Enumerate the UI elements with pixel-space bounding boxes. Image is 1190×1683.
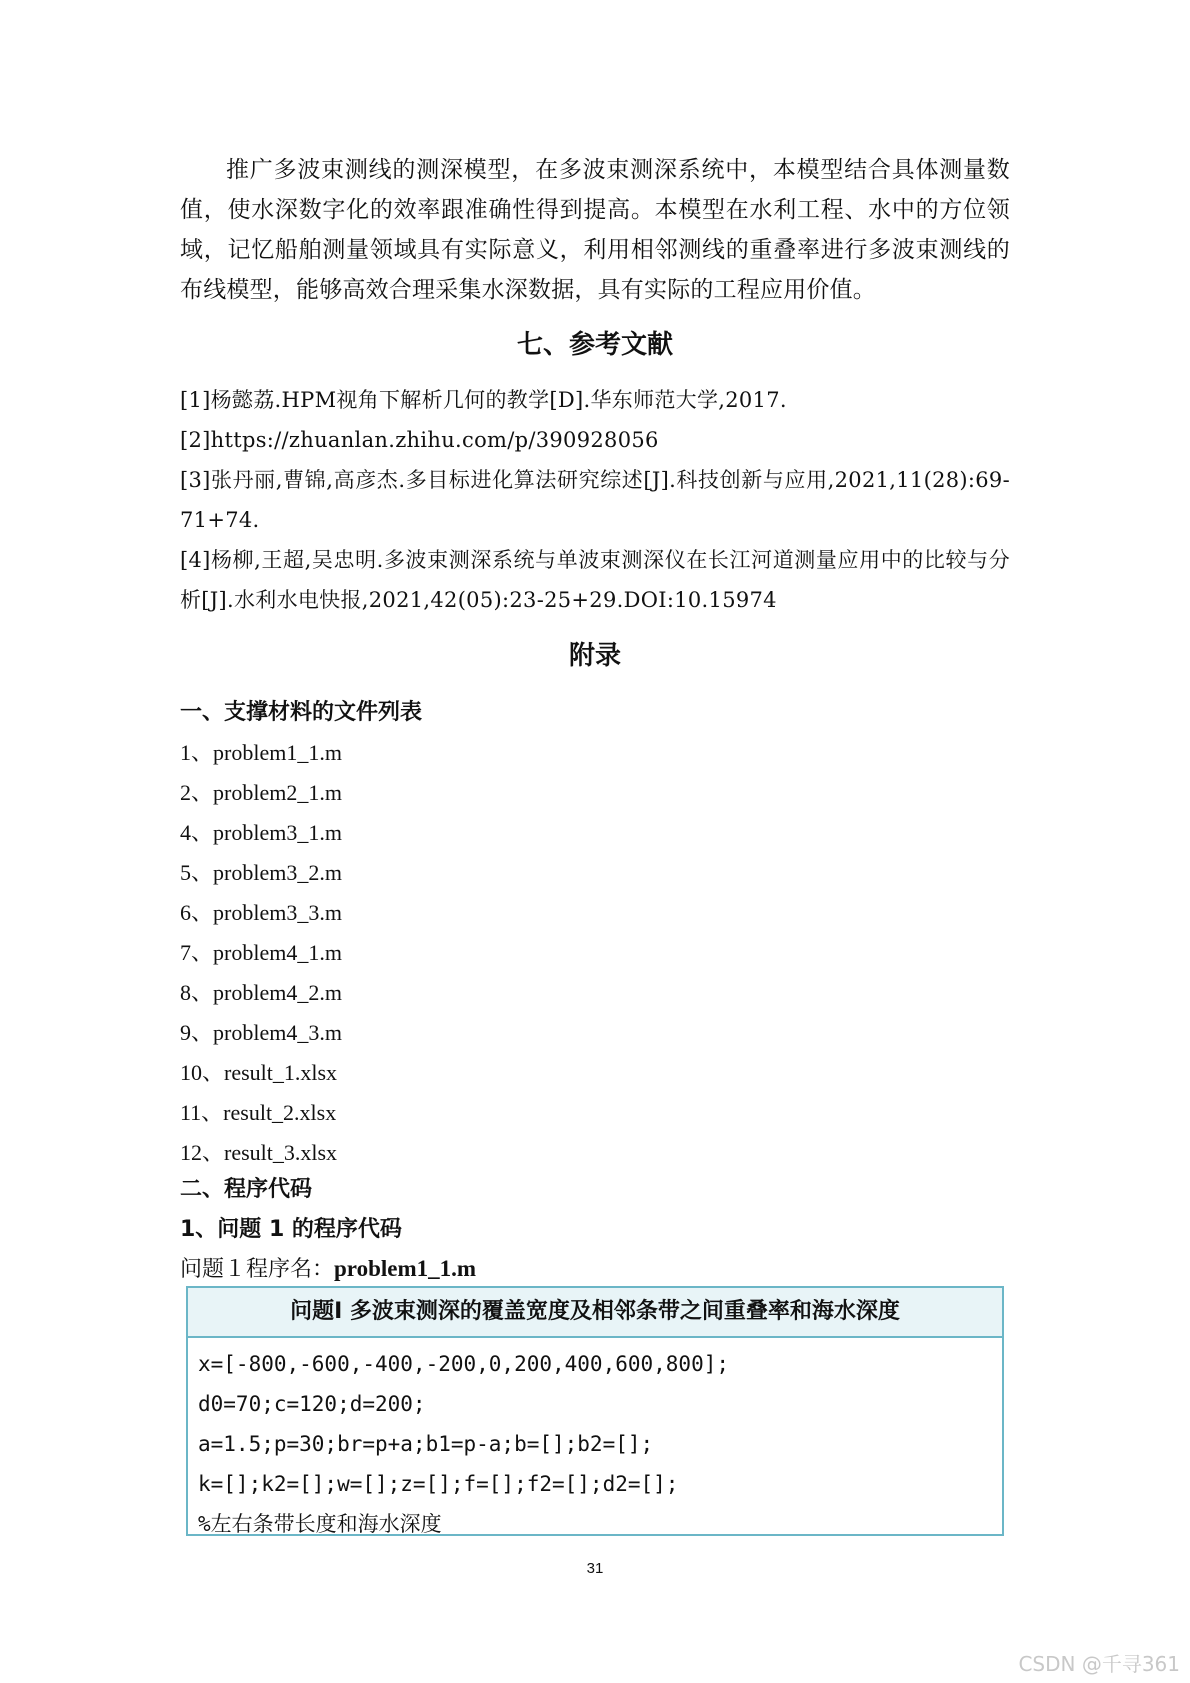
reference-item: [4]杨柳,王超,吴忠明.多波束测深系统与单波束测深仪在长江河道测量应用中的比较与分析[J].水利水电快报,2021,42(05):23-25+29.DOI:10.15974	[180, 548, 1010, 612]
code-block	[186, 1286, 1004, 1536]
appendix-heading: 附录	[568, 641, 621, 671]
code-line: d0=70;c=120;d=200;	[198, 1392, 426, 1416]
page-number: 31	[586, 1560, 604, 1577]
watermark: CSDN @千寻361	[1018, 1652, 1180, 1676]
code-caption: 问题Ⅰ 多波束测深的覆盖宽度及相邻条带之间重叠率和海水深度	[188, 1288, 1002, 1338]
file-list-item: 7、problem4_1.m	[180, 940, 342, 965]
program-filename: problem1_1.m	[334, 1256, 477, 1281]
file-list-item: 11、result_2.xlsx	[180, 1100, 337, 1125]
code-line: a=1.5;p=30;br=p+a;b1=p-a;b=[];b2=[];	[198, 1432, 654, 1456]
file-list-item: 5、problem3_2.m	[180, 860, 342, 885]
file-list-item: 9、problem4_3.m	[180, 1020, 342, 1045]
program-name-line	[180, 1252, 476, 1283]
intro-paragraph: 推广多波束测线的测深模型，在多波束测深系统中，本模型结合具体测量数值，使水深数字化的效率跟准确性得到提高。本模型在水利工程、水中的方位领域，记忆船舶测量领域具有实际意义，利用相邻测线的重叠率进行多波束测线的布线模型，能够高效合理采集水深数据，具有实际的工程应用价值。	[180, 157, 1010, 303]
section-file-list-title: 一、支撑材料的文件列表	[180, 700, 423, 725]
reference-item: [1]杨懿荔.HPM视角下解析几何的教学[D].华东师范大学,2017.	[180, 388, 787, 412]
references-heading: 七、参考文献	[516, 330, 673, 360]
reference-item[interactable]: [2]https://zhuanlan.zhihu.com/p/390928056	[180, 428, 659, 452]
section-code-title: 二、程序代码	[180, 1177, 313, 1202]
file-list-item: 4、problem3_1.m	[180, 820, 342, 845]
file-list	[180, 733, 342, 1173]
file-list-item: 8、problem4_2.m	[180, 980, 342, 1005]
program-label: 问题１程序名：	[180, 1257, 335, 1282]
file-list-item: 12、result_3.xlsx	[180, 1140, 338, 1165]
code-line: x=[-800,-600,-400,-200,0,200,400,600,800];	[198, 1352, 730, 1376]
file-list-item: 6、problem3_3.m	[180, 900, 342, 925]
file-list-item: 10、result_1.xlsx	[180, 1060, 338, 1085]
reference-list	[180, 380, 1010, 620]
code-lines	[188, 1338, 1002, 1550]
subsection-problem1-title: 1、问题 1 的程序代码	[180, 1217, 402, 1242]
file-list-item: 1、problem1_1.m	[180, 740, 342, 765]
code-line: k=[];k2=[];w=[];z=[];f=[];f2=[];d2=[];	[198, 1472, 679, 1496]
file-list-item: 2、problem2_1.m	[180, 780, 342, 805]
code-line: %左右条带长度和海水深度	[198, 1512, 442, 1536]
reference-item: [3]张丹丽,曹锦,高彦杰.多目标进化算法研究综述[J].科技创新与应用,2021,11(28):69-71+74.	[180, 468, 1010, 532]
